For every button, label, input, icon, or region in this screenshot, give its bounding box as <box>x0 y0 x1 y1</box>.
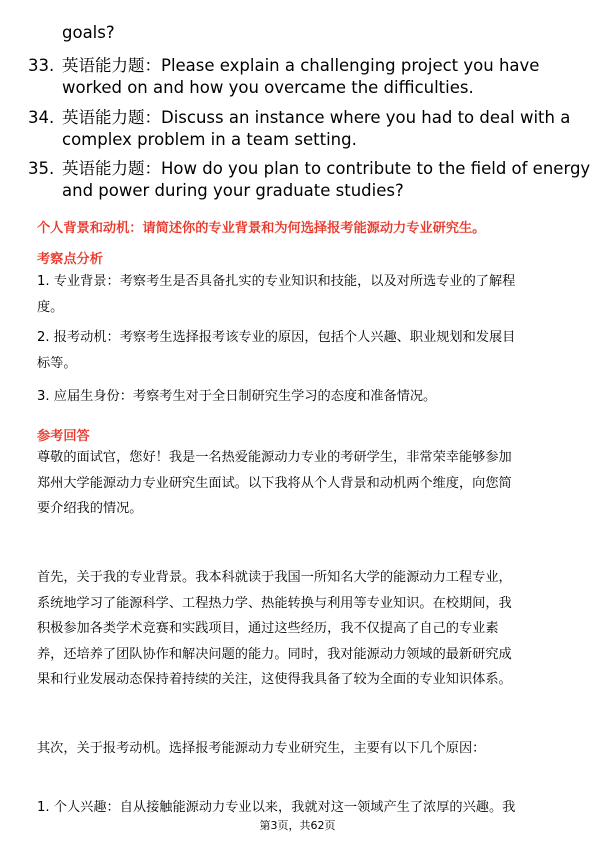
question-number: 35. <box>28 159 55 178</box>
analysis-text-line: 标等。 <box>37 355 77 371</box>
answer-text-line: 系统地学习了能源科学、工程热力学、热能转换与利用等专业知识。在校期间，我 <box>37 595 512 611</box>
question-text-line: 英语能力题：Please explain a challenging project you have <box>62 56 540 75</box>
answer-text-line: 果和行业发展动态保持着持续的关注，这使得我具备了较为全面的专业知识体系。 <box>37 672 512 687</box>
section-heading: 个人背景和动机：请简述你的专业背景和为何选择报考能源动力专业研究生。 <box>37 221 486 236</box>
question-number: 33. <box>28 56 55 75</box>
analysis-item <box>37 384 562 410</box>
answer-text-line: 1. 个人兴趣：自从接触能源动力专业以来，我就对这一领域产生了浓厚的兴趣。我 <box>37 800 516 815</box>
question-number: 34. <box>28 108 55 127</box>
answer-label: 参考回答 <box>37 429 90 444</box>
answer-paragraph <box>37 445 562 522</box>
answer-text-line: 要介绍我的情况。 <box>37 501 143 516</box>
analysis-text-line: 度。 <box>37 299 64 315</box>
question-item <box>28 107 571 151</box>
question-text-line: 英语能力题：How do you plan to contribute to the field of energy <box>62 159 591 178</box>
analysis-text-line: 2. 报考动机：考察考生选择报考该专业的原因，包括个人兴趣、职业规划和发展目 <box>37 330 516 345</box>
answer-text-line: 养，还培养了团队协作和解决问题的能力。同时，我对能源动力领域的最新研究成 <box>37 646 512 662</box>
answer-text-line: 首先，关于我的专业背景。我本科就读于我国一所知名大学的能源动力工程专业， <box>37 570 512 585</box>
analysis-item <box>37 325 562 376</box>
question-text-line: 英语能力题：Discuss an instance where you had to deal with a <box>62 108 571 127</box>
analysis-text-line: 1. 专业背景：考察考生是否具备扎实的专业知识和技能，以及对所选专业的了解程 <box>37 274 516 289</box>
question-item <box>28 158 591 202</box>
question-text-line: complex problem in a team setting. <box>62 130 357 149</box>
question-continuation: goals? <box>62 23 115 42</box>
analysis-item <box>37 269 562 320</box>
answer-text-line: 其次，关于报考动机。选择报考能源动力专业研究生，主要有以下几个原因： <box>37 741 486 756</box>
answer-text-line: 积极参加各类学术竞赛和实践项目，通过这些经历，我不仅提高了自己的专业素 <box>37 621 499 636</box>
answer-paragraph <box>37 736 562 762</box>
answer-paragraph <box>37 565 562 693</box>
answer-text-line: 尊敬的面试官，您好！我是一名热爱能源动力专业的考研学生，非常荣幸能够参加 <box>37 450 512 465</box>
answer-text-line: 郑州大学能源动力专业研究生面试。以下我将从个人背景和动机两个维度，向您简 <box>37 475 512 491</box>
question-item <box>28 55 568 99</box>
question-text-line: worked on and how you overcame the difficulties. <box>62 78 474 97</box>
analysis-label: 考察点分析 <box>37 252 103 267</box>
analysis-text-line: 3. 应届生身份：考察考生对于全日制研究生学习的态度和准备情况。 <box>37 389 437 404</box>
page-footer: 第3页，共62页 <box>259 819 336 832</box>
question-text-line: and power during your graduate studies? <box>62 181 404 200</box>
